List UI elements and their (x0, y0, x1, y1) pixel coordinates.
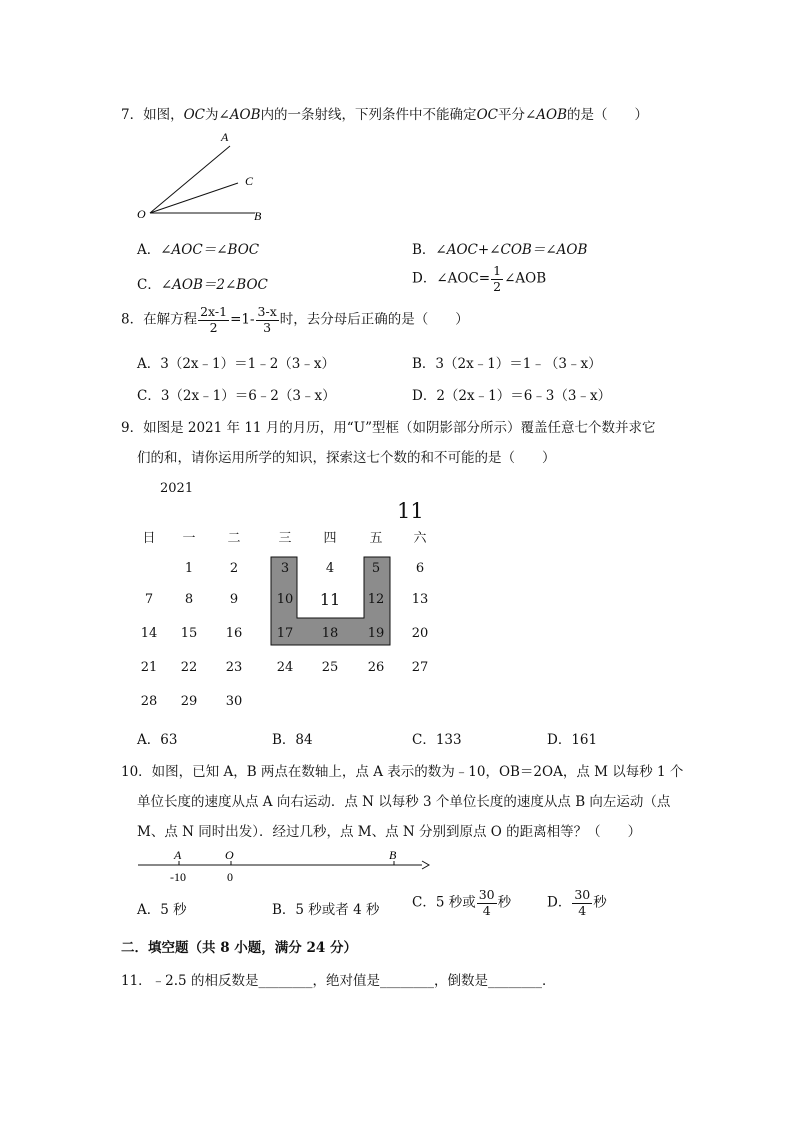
calendar-day: 2 (229, 561, 239, 576)
q10-option-b[interactable]: B．5 秒或者 4 秒 (272, 902, 380, 918)
calendar-day: 20 (411, 626, 429, 641)
number-line (134, 845, 434, 887)
calendar-day: 10 (276, 592, 294, 607)
label-c: C (245, 174, 254, 188)
calendar-day: 23 (225, 660, 243, 675)
axis-label-a: A (174, 848, 182, 862)
calendar-day: 28 (140, 694, 158, 709)
axis-value-a: -10 (170, 870, 186, 884)
calendar-month: 11 (397, 499, 424, 523)
q8-stem: 8．在解方程 $\frac{2x-1}{2}$ =1- $\frac{3-x}{3}$ 时，去分母后正确的是（ ） (121, 304, 469, 335)
calendar-day: 12 (367, 592, 385, 607)
q8-option-d[interactable]: D．2（2x﹣1）＝6﹣3（3﹣x） (412, 388, 612, 404)
calendar-day: 3 (280, 561, 290, 576)
arrow-icon (422, 861, 429, 869)
label-o: O (137, 207, 146, 221)
calendar-day: 11 (319, 590, 341, 609)
frac-one-half: $\frac{1}{2}$ (493, 263, 502, 294)
calendar-day: 13 (411, 592, 429, 607)
q10-option-d[interactable]: D． $\frac{30}{4}$ 秒 (547, 887, 607, 918)
calendar-day: 9 (229, 592, 239, 607)
q9-stem-line2: 们的和，请你运用所学的知识，探索这七个数的和不可能的是（ ） (137, 450, 556, 466)
q10-option-a[interactable]: A．5 秒 (137, 902, 187, 918)
calendar-day: 1 (184, 561, 194, 576)
q10-stem-line2: 单位长度的速度从点 A 向右运动．点 N 以每秒 3 个单位长度的速度从点 B 向左运动（点 (137, 794, 671, 810)
weekday-header: 三 (278, 531, 292, 546)
axis-value-o: 0 (227, 870, 233, 884)
calendar-day: 15 (180, 626, 198, 641)
frac-2x-1-over-2: $\frac{2x-1}{2}$ (200, 304, 228, 335)
q10-stem-line1: 10．如图，已知 A，B 两点在数轴上，点 A 表示的数为﹣10，OB＝2OA，点 M 以每秒 1 个 (121, 764, 684, 780)
label-a: A (221, 130, 229, 144)
q7-option-d[interactable]: D．∠AOC= $\frac{1}{2}$ ∠AOB (412, 263, 547, 294)
frac-3-x-over-3: $\frac{3-x}{3}$ (257, 304, 277, 335)
weekday-header: 一 (182, 531, 196, 546)
q7-stem: 7．如图，OC为∠AOB内的一条射线，下列条件中不能确定OC平分∠AOB的是（ ） (121, 107, 649, 123)
q8-option-b[interactable]: B．3（2x﹣1）＝1﹣（3﹣x） (412, 356, 602, 372)
q10-stem-line3: M、点 N 同时出发）．经过几秒，点 M、点 N 分别到原点 O 的距离相等？（ ） (137, 824, 642, 840)
axis-label-b: B (389, 848, 397, 862)
frac-30-over-4: $\frac{30}{4}$ (478, 887, 495, 918)
axis-label-o: O (225, 848, 234, 862)
calendar-year: 2021 (160, 481, 194, 496)
calendar-day: 24 (276, 660, 294, 675)
q9-option-c[interactable]: C．133 (412, 732, 462, 748)
calendar-day: 7 (144, 592, 154, 607)
calendar-day: 17 (276, 626, 294, 641)
calendar-day: 27 (411, 660, 429, 675)
calendar-day: 19 (367, 626, 385, 641)
calendar-day: 30 (225, 694, 243, 709)
q8-option-a[interactable]: A．3（2x﹣1）＝1﹣2（3﹣x） (137, 356, 336, 372)
calendar-day: 6 (415, 561, 425, 576)
q9-option-a[interactable]: A．63 (137, 732, 178, 748)
calendar-day: 26 (367, 660, 385, 675)
q7-angle-figure (130, 128, 280, 228)
calendar-day: 8 (184, 592, 194, 607)
q7-option-a[interactable]: A．∠AOC＝∠BOC (137, 242, 260, 258)
ray-oc (150, 183, 238, 213)
q10-option-c[interactable]: C．5 秒或 $\frac{30}{4}$ 秒 (412, 887, 512, 918)
weekday-header: 二 (227, 531, 241, 546)
weekday-header: 六 (413, 531, 427, 546)
calendar-day: 14 (140, 626, 158, 641)
q8-option-c[interactable]: C．3（2x﹣1）＝6﹣2（3﹣x） (137, 388, 336, 404)
weekday-header: 日 (142, 531, 156, 546)
q11-stem: 11．﹣2.5 的相反数是________，绝对值是________，倒数是________． (121, 973, 556, 989)
calendar-day: 29 (180, 694, 198, 709)
calendar-day: 16 (225, 626, 243, 641)
weekday-header: 四 (323, 531, 337, 546)
q7-option-b[interactable]: B．∠AOC+∠COB＝∠AOB (412, 242, 588, 258)
q9-stem-line1: 9．如图是 2021 年 11 月的月历，用“U”型框（如阴影部分所示）覆盖任意七个数并求它 (121, 420, 656, 436)
calendar-day: 25 (321, 660, 339, 675)
calendar-day: 4 (325, 561, 335, 576)
calendar-day: 5 (371, 561, 381, 576)
q9-option-b[interactable]: B．84 (272, 732, 313, 748)
calendar-day: 18 (321, 626, 339, 641)
label-b: B (254, 209, 262, 223)
q9-option-d[interactable]: D．161 (547, 732, 598, 748)
calendar-day: 22 (180, 660, 198, 675)
calendar-day: 21 (140, 660, 158, 675)
q7-option-c[interactable]: C．∠AOB＝2∠BOC (137, 277, 268, 293)
weekday-header: 五 (369, 531, 383, 546)
section-title: 二．填空题（共 8 小题，满分 24 分） (121, 940, 357, 956)
ray-oa (150, 146, 230, 213)
frac-30-over-4: $\frac{30}{4}$ (574, 887, 591, 918)
